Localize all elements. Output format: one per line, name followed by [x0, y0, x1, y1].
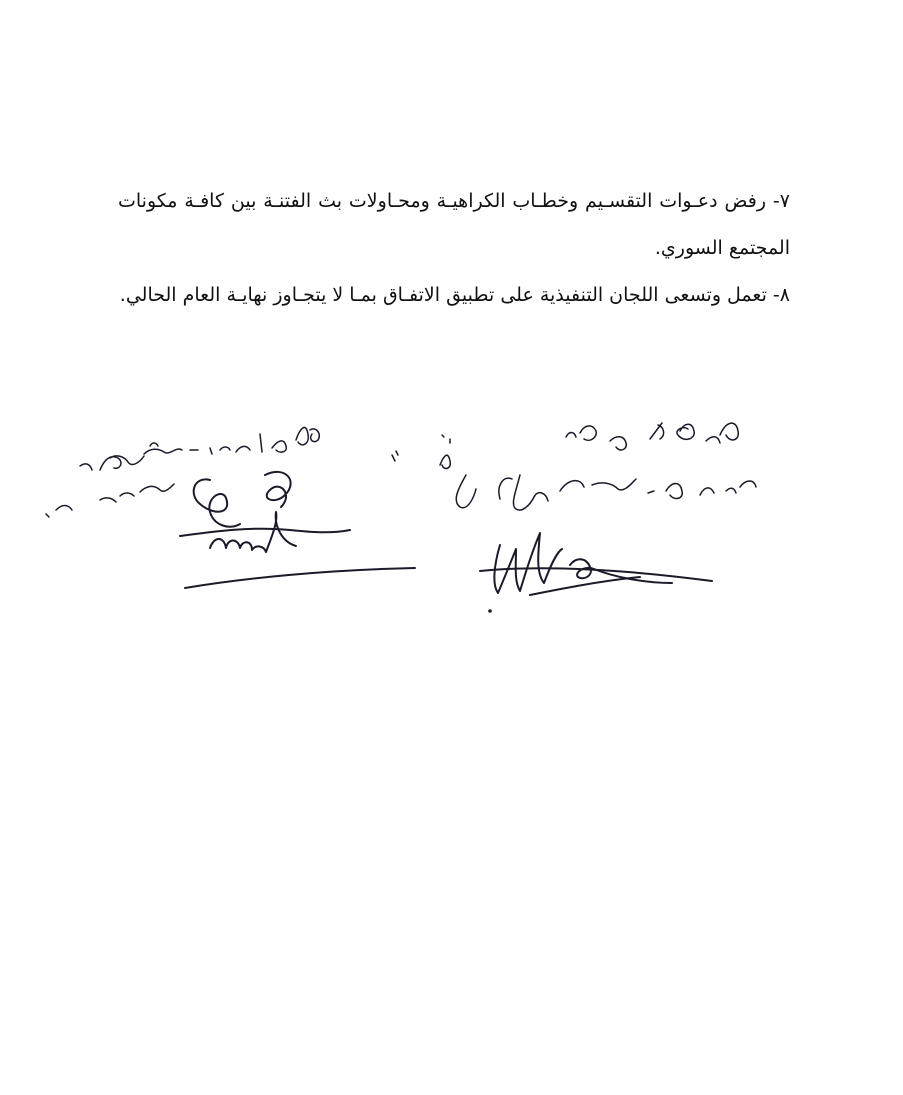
left-signature [40, 400, 410, 600]
right-signature [380, 395, 780, 620]
right-signature-mark [480, 533, 712, 613]
clause-7: ٧- رفض دعـوات التقسـيم وخطـاب الكراهيـة ومحـاولات بث الفتنـة بين كافـة مكونات المجتمع السوري. [118, 190, 790, 259]
right-signature-name [566, 423, 738, 450]
clause-8: ٨- تعمل وتسعى اللجان التنفيذية على تطبيق الاتفـاق بمـا لا يتجـاوز نهايـة العام الحالي. [119, 284, 790, 306]
right-signature-title [392, 435, 756, 510]
agreement-clauses [118, 178, 790, 319]
